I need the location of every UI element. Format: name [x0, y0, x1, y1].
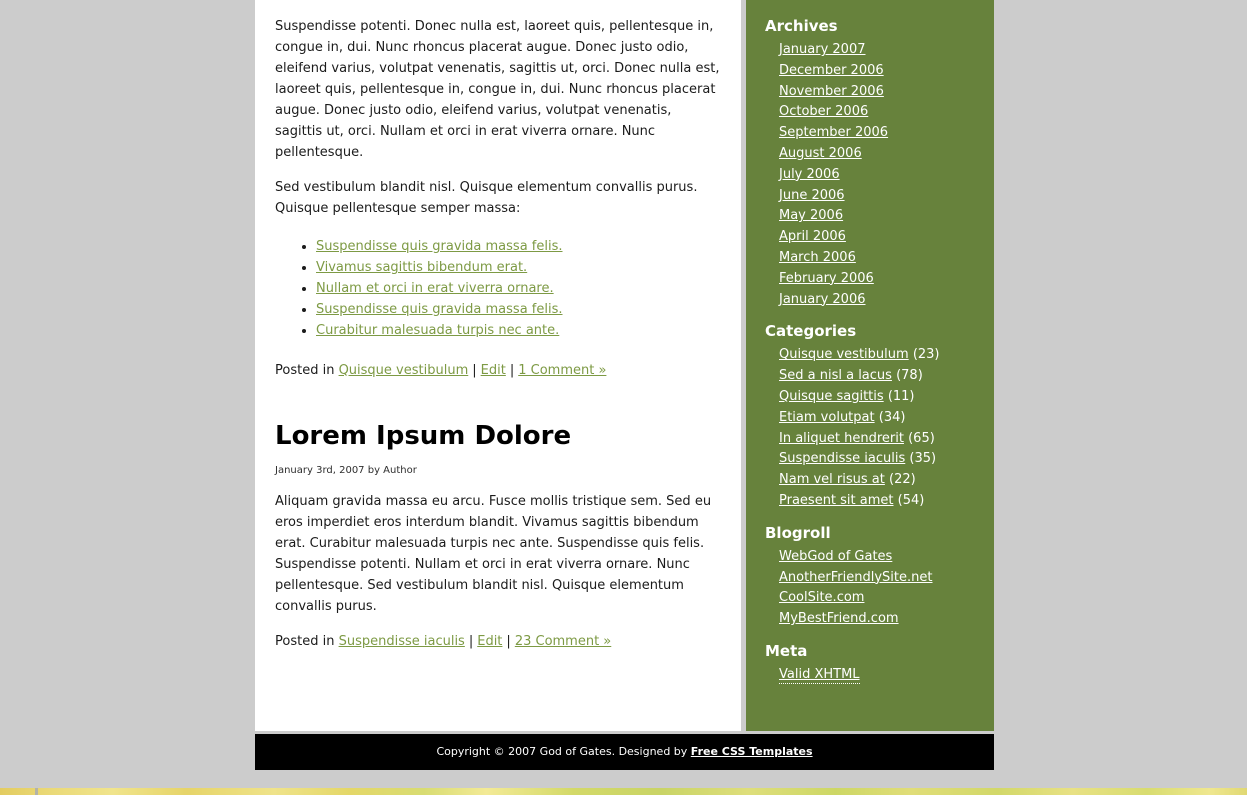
- list-item: [779, 165, 980, 186]
- list-item: [779, 547, 980, 568]
- category-count: (35): [909, 451, 937, 467]
- list-item: [779, 470, 980, 491]
- list-item: [779, 588, 980, 609]
- sidebar-heading-meta: Meta: [765, 641, 808, 660]
- category-count: (22): [889, 472, 916, 488]
- list-item: [779, 186, 980, 207]
- list-item: [779, 123, 980, 144]
- list-item: [316, 320, 720, 341]
- list-item: [779, 40, 980, 61]
- post2-category-link[interactable]: Suspendisse iaculis: [338, 634, 465, 649]
- category-count: (11): [887, 388, 915, 404]
- post1-category-link[interactable]: Quisque vestibulum: [338, 363, 469, 378]
- list-item: [779, 61, 980, 82]
- category-count: (34): [878, 409, 906, 425]
- list-item: [779, 491, 980, 512]
- blogroll-link[interactable]: MyBestFriend.com: [779, 611, 899, 627]
- post2-date: January 3rd, 2007 by Author: [275, 465, 417, 476]
- sidebar-heading-archives: Archives: [765, 17, 838, 35]
- list-item: [316, 236, 720, 257]
- category-count: (54): [897, 492, 925, 508]
- post1-list-link-1[interactable]: Suspendisse quis gravida massa felis.: [316, 239, 563, 254]
- list-item: [779, 429, 980, 450]
- post2-paragraph-1: Aliquam gravida massa eu arcu. Fusce mollis tristique sem. Sed eu eros imperdiet eros interdum blandit. Vivamus sagittis bibendum erat. Curabitur malesuada turpis nec ante. Suspendisse quis felis. Suspendisse potenti. Nullam et orci in erat viverra ornare. Nunc pellentesque. Sed vestibulum blandit nisl. Quisque elementum convallis purus.: [275, 494, 712, 614]
- post1-list-link-4[interactable]: Suspendisse quis gravida massa felis.: [316, 302, 563, 317]
- archive-link-mar-2006[interactable]: March 2006: [779, 249, 856, 265]
- list-item: [316, 299, 720, 320]
- archive-link-aug-2006[interactable]: August 2006: [779, 145, 862, 161]
- sidebar-heading-blogroll: Blogroll: [765, 523, 831, 542]
- separator: |: [472, 363, 477, 378]
- list-item: [316, 257, 720, 278]
- valid-xhtml-link[interactable]: Valid XHTML: [779, 666, 860, 682]
- archives-list: [765, 40, 980, 310]
- archive-link-dec-2006[interactable]: December 2006: [779, 62, 884, 78]
- footer: [255, 734, 994, 770]
- post2-title: Lorem Ipsum Dolore: [275, 421, 572, 451]
- blogroll-link[interactable]: WebGod of Gates: [779, 548, 893, 564]
- post1-paragraph-2: Sed vestibulum blandit nisl. Quisque elementum convallis purus. Quisque pellentesque semper massa:: [275, 180, 698, 216]
- texture-notch: [35, 788, 38, 795]
- main-content-column: [255, 0, 741, 731]
- archive-link-sep-2006[interactable]: September 2006: [779, 125, 889, 141]
- list-item: [779, 568, 980, 589]
- post1-list-link-2[interactable]: Vivamus sagittis bibendum erat.: [316, 260, 528, 275]
- post1-paragraph-1: Suspendisse potenti. Donec nulla est, laoreet quis, pellentesque in, congue in, dui. Nunc rhoncus placerat augue. Donec justo odio, eleifend varius, volutpat venenatis, sagittis ut, orci. Donec nulla est, laoreet quis, pellentesque in, congue in, dui. Nunc rhoncus placerat augue. Donec justo odio, eleifend varius, volutpat venenatis, sagittis ut, orci. Nullam et orci in erat viverra ornare. Nunc pellentesque.: [275, 19, 720, 160]
- meta-list: [765, 665, 980, 686]
- post1-posted-in-line: [275, 360, 720, 381]
- archive-link-may-2006[interactable]: May 2006: [779, 208, 844, 224]
- background-texture-strip: [0, 788, 1247, 795]
- separator: |: [468, 634, 474, 649]
- list-item: [779, 665, 980, 686]
- list-item: [779, 609, 980, 630]
- category-link[interactable]: Quisque sagittis: [779, 388, 884, 404]
- list-item: [779, 449, 980, 470]
- category-count: (65): [908, 430, 935, 446]
- posted-in-label: Posted in: [275, 634, 339, 649]
- list-item: [779, 290, 980, 311]
- archive-link-oct-2006[interactable]: October 2006: [779, 104, 869, 120]
- archive-link-jul-2006[interactable]: July 2006: [779, 166, 840, 182]
- post1-list-link-5[interactable]: Curabitur malesuada turpis nec ante.: [316, 323, 560, 338]
- post2-posted-in-line: [275, 631, 720, 652]
- post-fragment: [275, 16, 720, 381]
- blogroll-list: [765, 547, 980, 630]
- separator: |: [506, 634, 511, 649]
- posted-in-label: Posted in: [275, 363, 339, 378]
- blogroll-link[interactable]: AnotherFriendlySite.net: [779, 569, 933, 585]
- sidebar: [746, 0, 994, 731]
- post2-edit-link[interactable]: Edit: [477, 634, 503, 649]
- post: [275, 421, 720, 652]
- list-item: [779, 102, 980, 123]
- list-item: [779, 387, 980, 408]
- free-css-templates-link[interactable]: Free CSS Templates: [690, 745, 813, 758]
- list-item: [779, 366, 980, 387]
- archive-link-apr-2006[interactable]: April 2006: [779, 229, 846, 245]
- list-item: [779, 206, 980, 227]
- post1-link-list: [275, 236, 720, 341]
- blogroll-link[interactable]: CoolSite.com: [779, 590, 865, 606]
- category-count: (78): [896, 368, 923, 384]
- list-item: [779, 345, 980, 366]
- list-item: [779, 82, 980, 103]
- list-item: [779, 269, 980, 290]
- category-count: (23): [912, 347, 940, 363]
- category-link[interactable]: Suspendisse iaculis: [779, 451, 906, 467]
- post1-list-link-3[interactable]: Nullam et orci in erat viverra ornare.: [316, 281, 554, 296]
- archive-link-nov-2006[interactable]: November 2006: [779, 83, 884, 99]
- archive-link-jan-2006[interactable]: January 2006: [779, 291, 866, 307]
- post1-edit-link[interactable]: Edit: [480, 363, 506, 378]
- list-item: [779, 408, 980, 429]
- post1-comments-link[interactable]: 1 Comment »: [518, 363, 607, 378]
- sidebar-heading-categories: Categories: [765, 322, 857, 341]
- categories-list: [765, 345, 980, 511]
- category-link[interactable]: In aliquet hendrerit: [779, 430, 904, 446]
- list-item: [779, 144, 980, 165]
- archive-link-feb-2006[interactable]: February 2006: [779, 270, 874, 286]
- list-item: [316, 278, 720, 299]
- list-item: [779, 248, 980, 269]
- category-link[interactable]: Nam vel risus at: [779, 472, 885, 488]
- archive-link-jun-2006[interactable]: June 2006: [779, 187, 845, 203]
- category-link[interactable]: Sed a nisl a lacus: [779, 368, 892, 384]
- category-link[interactable]: Praesent sit amet: [779, 492, 894, 508]
- category-link[interactable]: Etiam volutpat: [779, 409, 875, 425]
- post2-comments-link[interactable]: 23 Comment »: [514, 634, 612, 649]
- category-link[interactable]: Quisque vestibulum: [779, 347, 909, 363]
- archive-link-jan-2007[interactable]: January 2007: [779, 42, 866, 57]
- list-item: [779, 227, 980, 248]
- copyright-text: Copyright © 2007 God of Gates. Designed by: [436, 745, 691, 758]
- separator: |: [509, 363, 515, 378]
